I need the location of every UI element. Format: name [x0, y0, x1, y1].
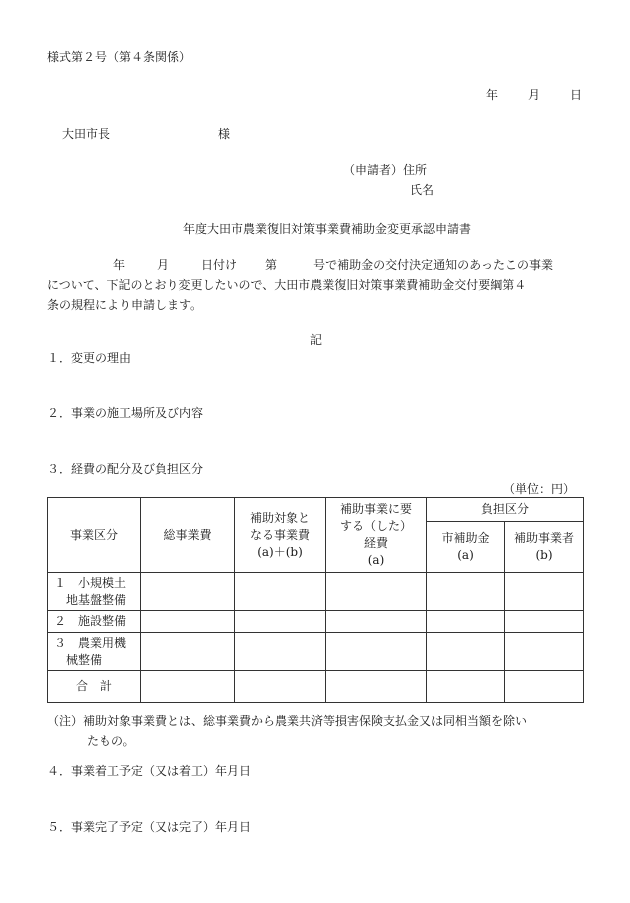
- document-title: 年度大田市農業復旧対策事業費補助金変更承認申請書: [183, 222, 472, 236]
- cell-empty[interactable]: [505, 633, 584, 671]
- body-month: 月: [157, 258, 170, 272]
- body-day-ref: 日付け: [201, 258, 238, 272]
- unit-label: （単位：円）: [502, 482, 575, 496]
- cell-empty[interactable]: [326, 611, 427, 633]
- row-category-l1: ３ 農業用機: [54, 635, 127, 650]
- row-category: [48, 611, 141, 633]
- row-category-l1: ２ 施設整備: [54, 614, 127, 628]
- header-expense: [326, 498, 427, 573]
- cell-empty[interactable]: [505, 573, 584, 611]
- header-burden: 負担区分: [427, 498, 584, 522]
- body-line2: について、下記のとおり変更したいので、大田市農業復旧対策事業費補助金交付要綱第４: [47, 278, 527, 292]
- header-operator-l1: 補助事業者: [514, 531, 575, 545]
- date-year-label: 年: [485, 88, 498, 102]
- cell-empty[interactable]: [141, 671, 235, 703]
- cell-empty[interactable]: [235, 671, 326, 703]
- note-line1: （注）補助対象事業費とは、総事業費から農業共済等損害保険支払金又は同相当額を除い: [47, 714, 528, 728]
- table-row: [48, 573, 584, 611]
- item-construction-site: ２．事業の施工場所及び内容: [47, 406, 204, 420]
- header-city-subsidy-l1: 市補助金: [441, 531, 490, 545]
- header-city-subsidy: [427, 522, 505, 573]
- cell-empty[interactable]: [427, 611, 505, 633]
- header-city-subsidy-l2: (a): [457, 548, 474, 562]
- item-change-reason: １．変更の理由: [47, 351, 132, 365]
- header-expense-l2: する（した）: [339, 519, 412, 533]
- cell-empty[interactable]: [235, 573, 326, 611]
- cell-empty[interactable]: [427, 573, 505, 611]
- row-category: [48, 573, 141, 611]
- date-line: [486, 88, 582, 102]
- header-subsidy-target-l2: なる事業費: [249, 527, 310, 542]
- table-row: [48, 611, 584, 633]
- header-operator-l2: (b): [535, 548, 553, 562]
- row-category-l2: 械整備: [54, 652, 103, 667]
- row-category: [48, 633, 141, 671]
- cell-empty[interactable]: [326, 671, 427, 703]
- header-category: 事業区分: [48, 498, 141, 573]
- item-completion-date: ５．事業完了予定（又は完了）年月日: [47, 820, 252, 834]
- cell-empty[interactable]: [427, 633, 505, 671]
- header-subsidy-target-l1: 補助対象と: [249, 510, 310, 525]
- cost-table: [47, 497, 584, 703]
- addressee: [62, 127, 230, 141]
- table-row-total: [48, 671, 584, 703]
- cell-empty[interactable]: [326, 633, 427, 671]
- header-total-cost: 総事業費: [141, 498, 235, 573]
- cell-empty[interactable]: [427, 671, 505, 703]
- form-number: 様式第２号（第４条関係）: [47, 50, 192, 64]
- cell-empty[interactable]: [505, 611, 584, 633]
- addressee-name: 大田市長: [62, 127, 111, 141]
- body-text: [47, 255, 584, 315]
- item-cost-allocation: ３．経費の配分及び負担区分: [47, 462, 204, 476]
- date-month-label: 月: [527, 88, 540, 102]
- cell-empty[interactable]: [141, 573, 235, 611]
- applicant-address-label: （申請者）住所: [343, 163, 428, 177]
- cell-empty[interactable]: [326, 573, 427, 611]
- note: [47, 711, 527, 751]
- applicant-name-label: 氏名: [410, 183, 435, 197]
- body-line3: 条の規程により申請します。: [47, 298, 203, 312]
- row-category-l2: 地基盤整備: [54, 592, 127, 607]
- cell-empty[interactable]: [141, 633, 235, 671]
- item-start-date: ４．事業着工予定（又は着工）年月日: [47, 764, 252, 778]
- row-category-l1: １ 小規模土: [54, 575, 127, 590]
- row-total-label: 合 計: [48, 671, 141, 703]
- header-expense-l3: 経費: [363, 536, 388, 550]
- body-line1-rest: 号で補助金の交付決定通知のあったこの事業: [313, 258, 553, 272]
- body-year: 年: [113, 258, 126, 272]
- addressee-honorific: 様: [218, 127, 231, 141]
- cell-empty[interactable]: [235, 633, 326, 671]
- cell-empty[interactable]: [141, 611, 235, 633]
- header-expense-l1: 補助事業に要: [339, 502, 412, 516]
- header-operator: [505, 522, 584, 573]
- ki-heading: 記: [310, 333, 323, 347]
- header-subsidy-target: [235, 498, 326, 573]
- body-dai: 第: [265, 258, 278, 272]
- date-day-label: 日: [569, 88, 582, 102]
- cell-empty[interactable]: [505, 671, 584, 703]
- cell-empty[interactable]: [235, 611, 326, 633]
- table-row: [48, 633, 584, 671]
- header-expense-l4: (a): [367, 553, 385, 567]
- header-subsidy-target-l3: (a)＋(b): [257, 544, 303, 559]
- note-line2: たもの。: [87, 734, 135, 748]
